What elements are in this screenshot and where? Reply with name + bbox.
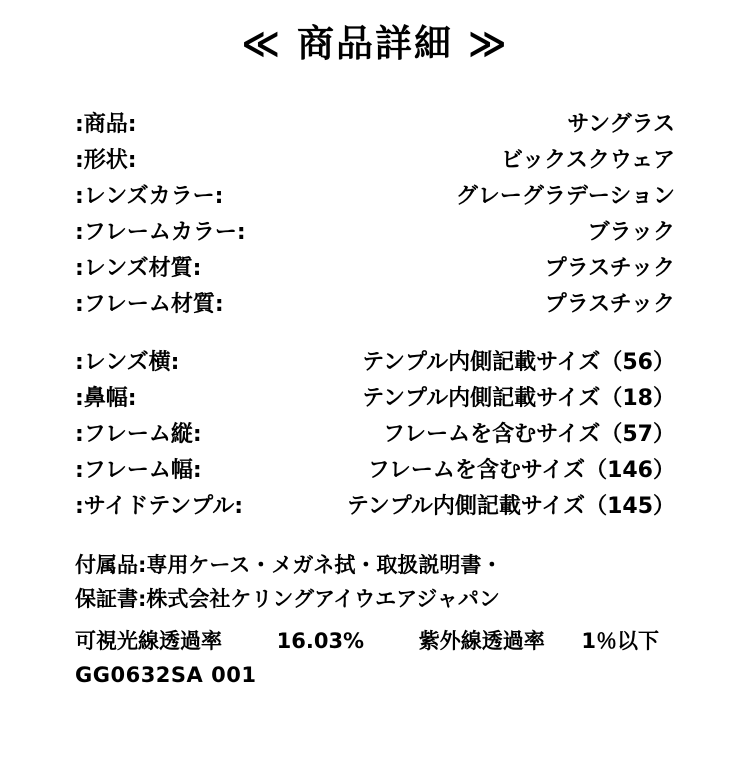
spec-value: グレーグラデーション [455, 183, 675, 209]
table-row [75, 414, 675, 450]
spec-label: :フレーム材質: [75, 291, 224, 317]
specification-table [75, 104, 675, 522]
page-title: ≪ 商品詳細 ≫ [241, 22, 509, 65]
spec-label: :レンズ横: [75, 349, 180, 375]
spec-label: :サイドテンプル: [75, 493, 244, 519]
footer-notes [75, 548, 675, 692]
spec-value: テンプル内側記載サイズ（18） [362, 385, 675, 411]
spec-value: フレームを含むサイズ（57） [383, 421, 675, 447]
spec-label: :フレーム幅: [75, 457, 202, 483]
spec-label: :レンズ材質: [75, 255, 202, 281]
uv-value: 1％以下 [581, 629, 659, 654]
visible-light-label: 可視光線透過率 [75, 629, 222, 654]
spec-value: ビックスクウェア [500, 147, 675, 173]
table-row [75, 176, 675, 212]
table-row [75, 342, 675, 378]
spec-value: テンプル内側記載サイズ（56） [362, 349, 675, 375]
table-row [75, 104, 675, 140]
spec-label: :フレーム縦: [75, 421, 202, 447]
table-row [75, 486, 675, 522]
spec-table-body [75, 104, 675, 522]
table-row [75, 378, 675, 414]
spec-label: :形状: [75, 147, 137, 173]
spec-value: プラスチック [544, 291, 675, 317]
warranty-line: 保証書:株式会社ケリングアイウエアジャパン [75, 587, 500, 612]
visible-light-value: 16.03% [276, 629, 365, 654]
spec-label: :レンズカラー: [75, 183, 224, 209]
spec-value: フレームを含むサイズ（146） [367, 457, 675, 483]
table-row [75, 450, 675, 486]
table-row [75, 284, 675, 320]
spec-value: プラスチック [544, 255, 675, 281]
spec-value: テンプル内側記載サイズ（145） [346, 493, 675, 519]
table-spacer-row [75, 320, 675, 342]
spec-value: ブラック [587, 219, 675, 245]
spec-label: :鼻幅: [75, 385, 137, 411]
spec-value: サングラス [567, 111, 675, 137]
table-row [75, 212, 675, 248]
model-number: GG0632SA 001 [75, 663, 257, 688]
table-row [75, 248, 675, 284]
uv-label: 紫外線透過率 [418, 629, 545, 654]
transmittance-line [75, 624, 675, 658]
table-row [75, 140, 675, 176]
product-detail-page [0, 22, 750, 772]
spec-label: :商品: [75, 111, 137, 137]
accessories-line: 付属品:専用ケース・メガネ拭・取扱説明書・ [75, 553, 503, 578]
table-spacer-cell [75, 320, 315, 342]
spec-label: :フレームカラー: [75, 219, 246, 245]
table-spacer-cell [315, 320, 675, 342]
